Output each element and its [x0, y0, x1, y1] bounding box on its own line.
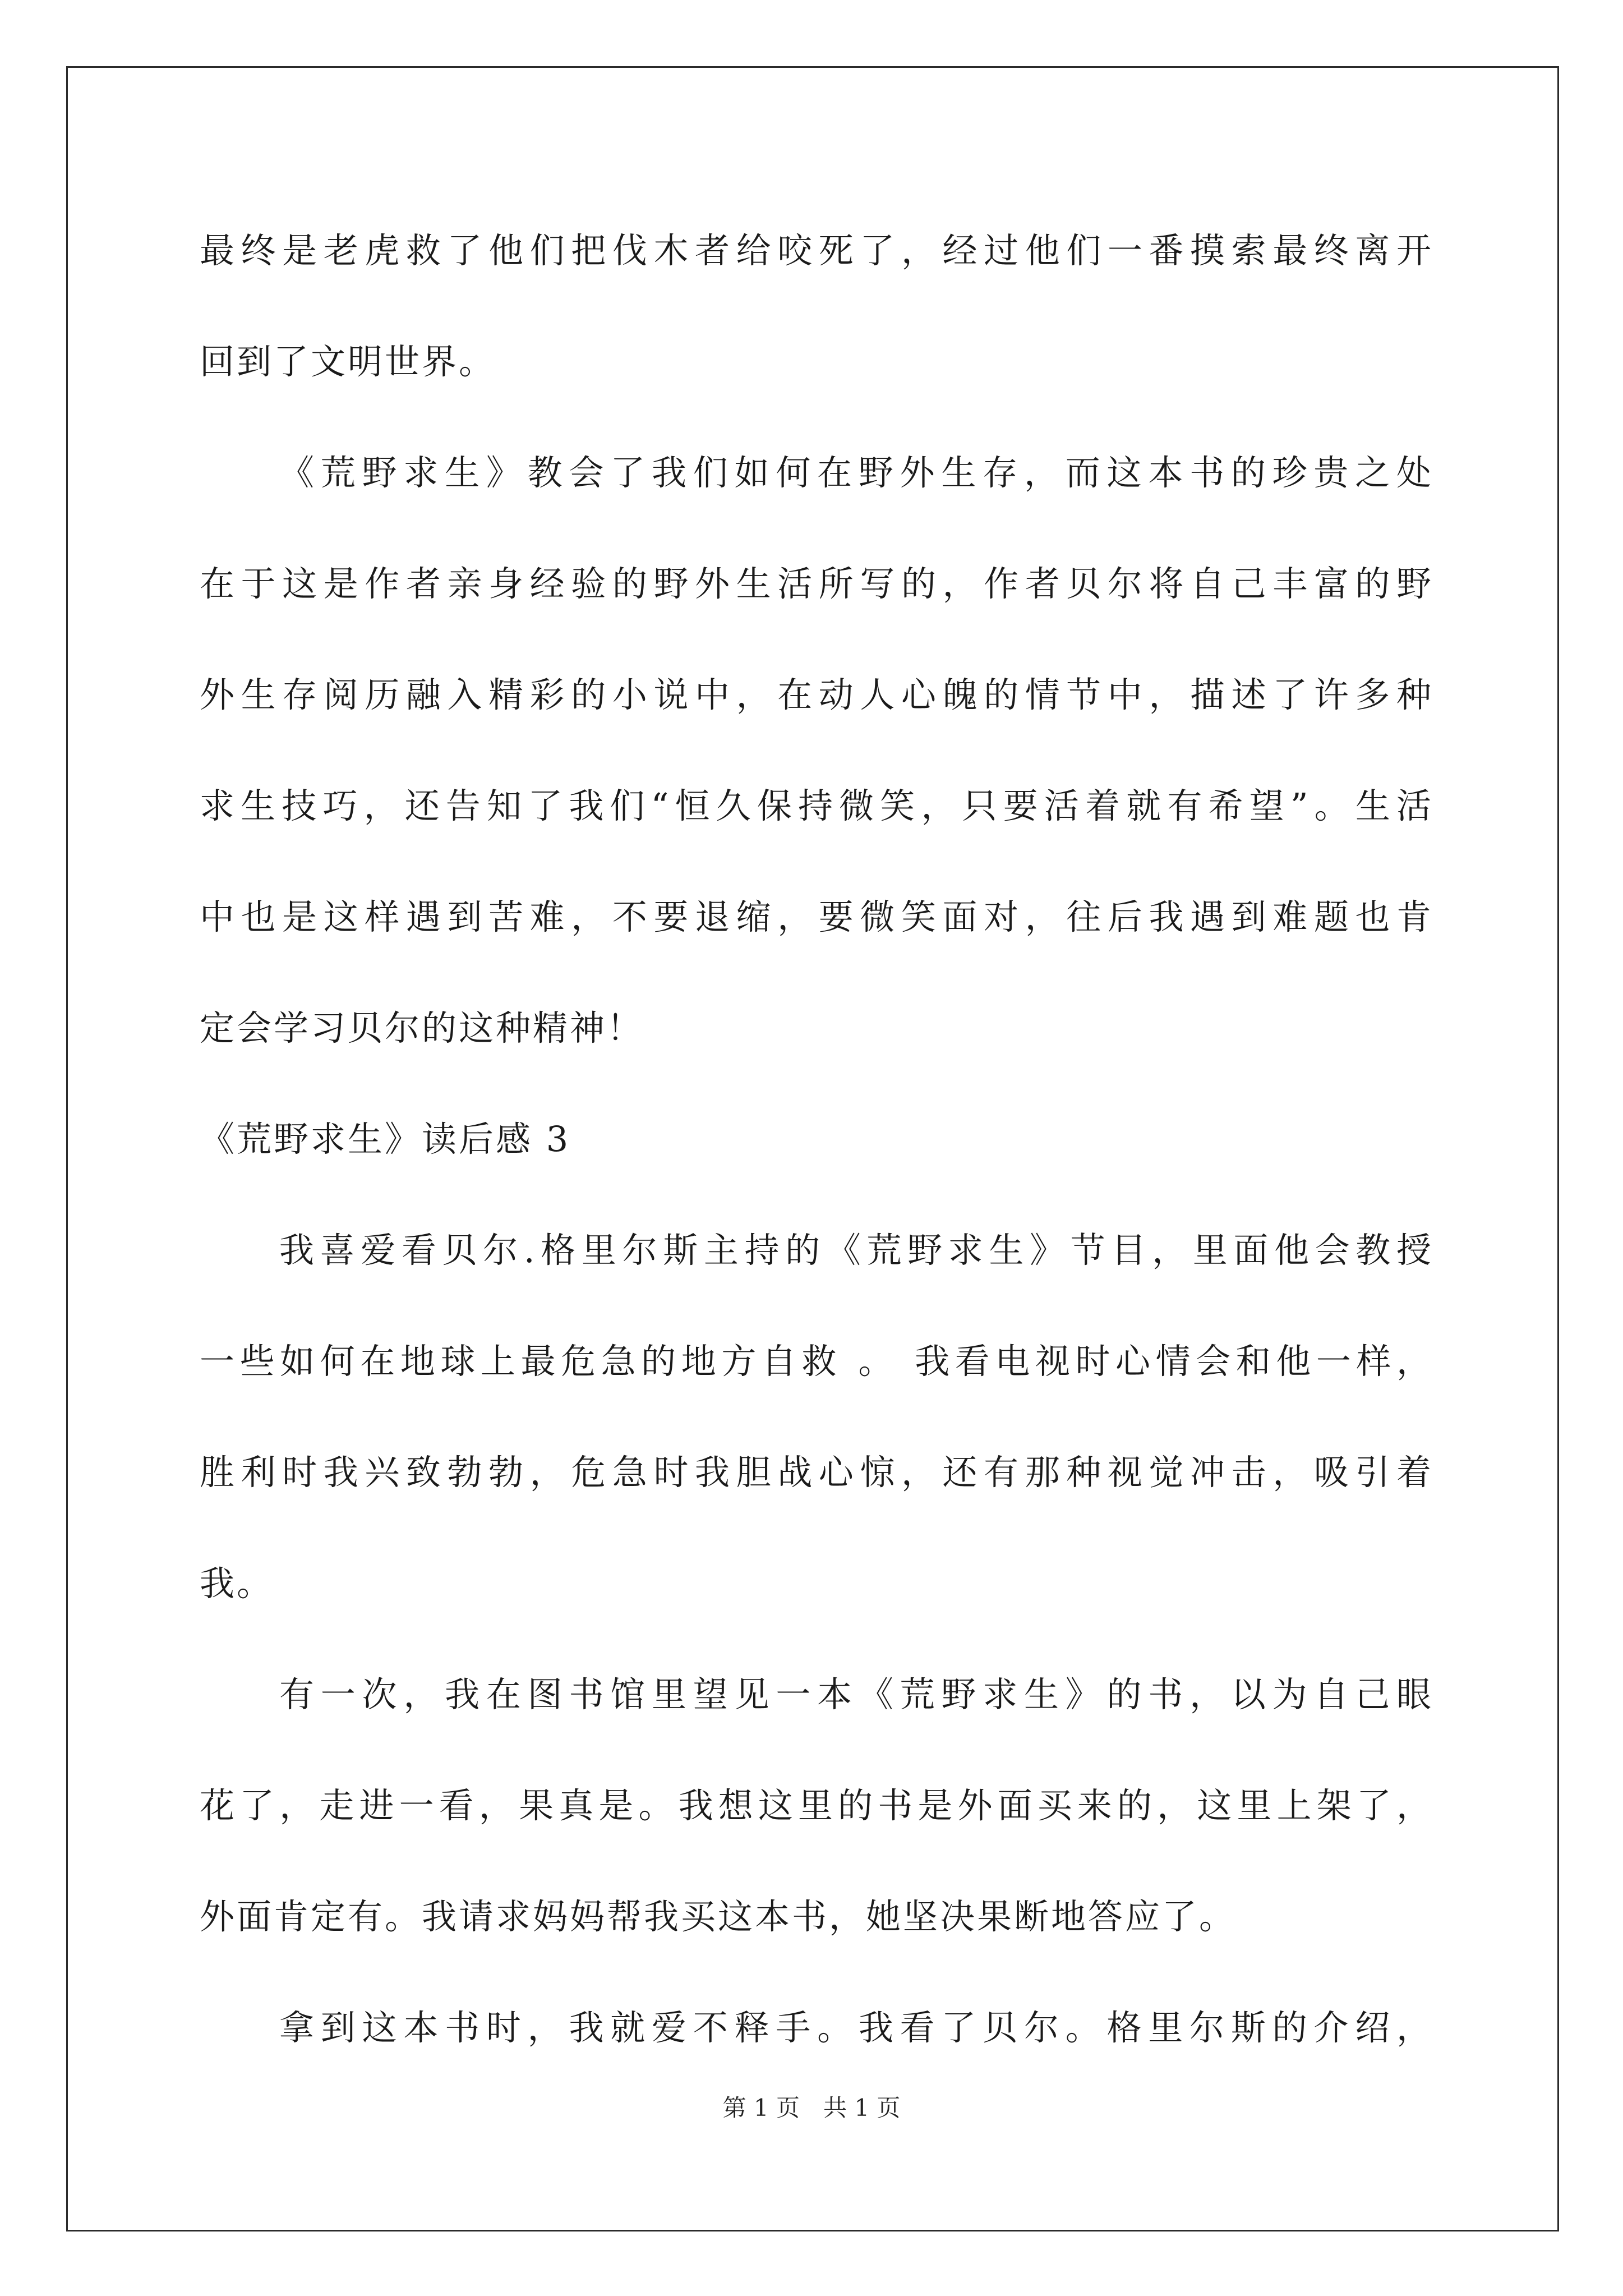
paragraph-line: 在于这是作者亲身经验的野外生活所写的，作者贝尔将自己丰富的野 — [200, 563, 1433, 604]
paragraph-line: 定会学习贝尔的这种精神！ — [200, 1007, 644, 1048]
paragraph-line: 拿到这本书时，我就爱不释手。我看了贝尔。格里尔斯的介绍， — [279, 2007, 1433, 2048]
page-footer — [0, 2091, 1623, 2125]
section-heading: 《荒野求生》读后感 3 — [200, 1119, 571, 1159]
paragraph-line: 胜利时我兴致勃勃，危急时我胆战心惊，还有那种视觉冲击，吸引着 — [200, 1452, 1433, 1493]
paragraph-line: 最终是老虎救了他们把伐木者给咬死了，经过他们一番摸索最终离开 — [200, 230, 1433, 271]
paragraph-line: 我喜爱看贝尔.格里尔斯主持的《荒野求生》节目，里面他会教授 — [279, 1230, 1433, 1271]
page-number-current: 第 1 页 — [722, 2094, 800, 2122]
paragraph-line: 花了，走进一看，果真是。我想这里的书是外面买来的，这里上架了， — [200, 1785, 1433, 1826]
paragraph-line: 求生技巧，还告知了我们“恒久保持微笑，只要活着就有希望”。生活 — [200, 785, 1433, 826]
paragraph-line: 一些如何在地球上最危急的地方自救 。 我看电视时心情会和他一样， — [200, 1341, 1433, 1382]
paragraph-line: 外面肯定有。我请求妈妈帮我买这本书，她坚决果断地答应了。 — [200, 1896, 1237, 1937]
paragraph-line: 《荒野求生》教会了我们如何在野外生存，而这本书的珍贵之处 — [279, 452, 1433, 493]
page-number-total: 共 1 页 — [823, 2094, 901, 2122]
paragraph-line: 中也是这样遇到苦难，不要退缩，要微笑面对，往后我遇到难题也肯 — [200, 896, 1433, 937]
document-body — [200, 209, 1433, 2097]
paragraph-line: 回到了文明世界。 — [200, 341, 496, 382]
paragraph-line: 我。 — [200, 1563, 274, 1604]
paragraph-line: 有一次，我在图书馆里望见一本《荒野求生》的书，以为自己眼 — [279, 1674, 1433, 1715]
paragraph-line: 外生存阅历融入精彩的小说中，在动人心魄的情节中，描述了许多种 — [200, 674, 1433, 715]
